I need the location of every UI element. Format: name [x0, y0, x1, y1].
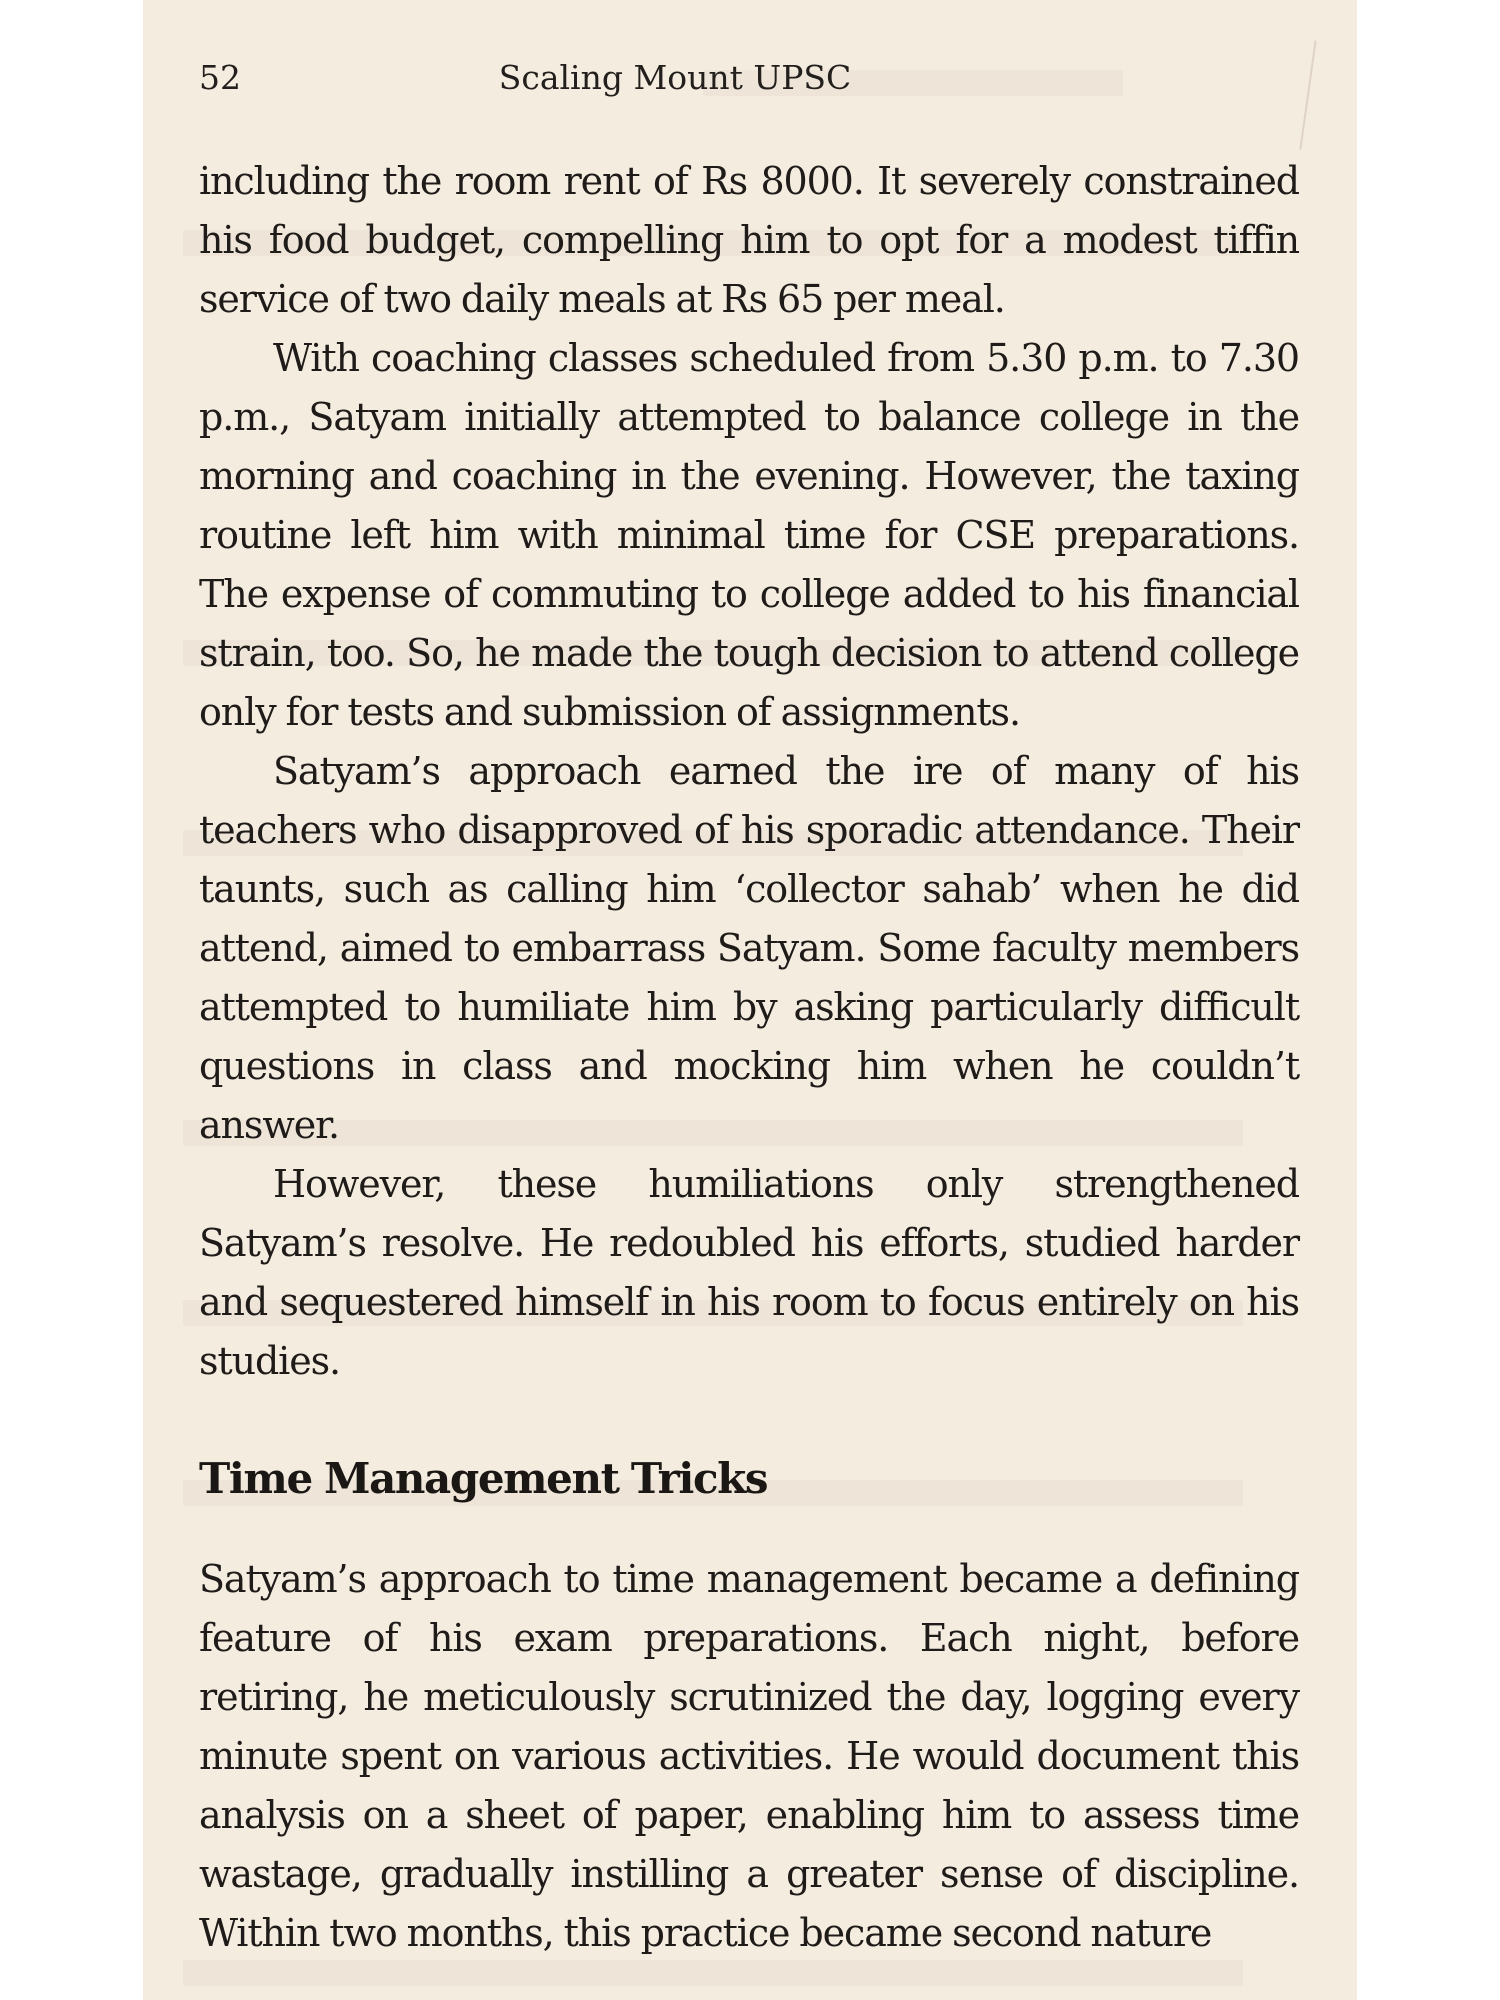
page-edge-crease — [1299, 40, 1316, 149]
paragraph: However, these humiliations only strengthened Satyam’s resolve. He redoubled his efforts, studied harder and sequestered himself in his room to focus entirely on his studies. — [199, 1162, 1299, 1383]
body-text — [199, 152, 1299, 1963]
paragraph-continued: including the room rent of Rs 8000. It severely constrained his food budget, compelling him to opt for a modest tiffin service of two daily meals at Rs 65 per meal. — [199, 159, 1299, 321]
paragraph: Satyam’s approach earned the ire of many of his teachers who disapproved of his sporadic attendance. Their taunts, such as calling him ‘collector sahab’ when he did attend, aimed to embarrass Satyam. Some faculty members attempted to humiliate him by asking particularly difficult questions in class and mocking him when he couldn’t answer. — [199, 749, 1299, 1147]
running-title: Scaling Mount UPSC — [498, 58, 852, 97]
page-number: 52 — [199, 58, 241, 97]
page-header — [199, 58, 1299, 108]
book-page — [143, 0, 1357, 2000]
section-paragraph: Satyam’s approach to time management became a defining feature of his exam preparations. Each night, before retiring, he meticulously scrutinized the day, logging every minute spent on various activities. He would document this analysis on a sheet of paper, enabling him to assess time wastage, gradually instilling a greater sense of discipline. Within two months, this practice became second nature — [199, 1557, 1299, 1955]
section-heading: Time Management Tricks — [199, 1454, 768, 1503]
paragraph: With coaching classes scheduled from 5.30 p.m. to 7.30 p.m., Satyam initially attempted to balance college in the morning and coaching in the evening. However, the taxing routine left him with minimal time for CSE preparations. The expense of commuting to college added to his financial strain, too. So, he made the tough decision to attend college only for tests and submission of assignments. — [199, 336, 1299, 734]
